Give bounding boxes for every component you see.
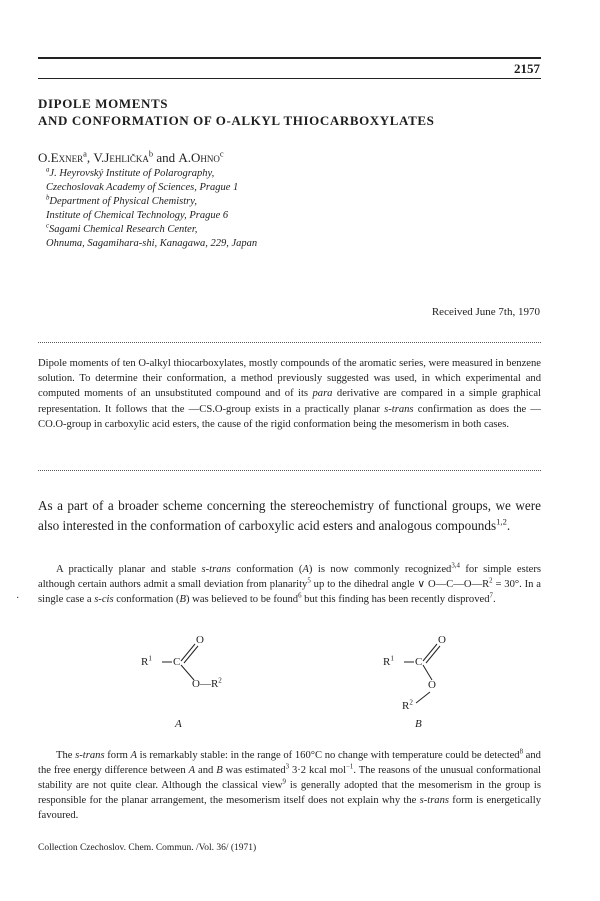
author-list: O.Exner$^a$, V.Jehlička$^b$ and A.Ohno$^c$ xyxy=(38,148,224,165)
abstract: Dipole moments of ten O-alkyl thiocarboxylates, mostly compounds of the aromatic series, were measured in benzene solution. To determine their conformation, a method previously suggested was used, in which experimental and computed moments of an unsubstituted compound and of its para derivative are compared in a simple graphical representation. It follows that the —CS.O-group exists in a practically planar s-trans confirmation as does the —CO.O-group in carboxylic acid esters, the cause of the rigid conformation being the mesomerism in both cases. xyxy=(38,358,541,430)
affiliation-mark: b xyxy=(46,194,50,202)
atom-o-carbonyl: O xyxy=(438,634,446,646)
affiliation-mark: c xyxy=(46,222,50,230)
atom-r1: $R^1$ xyxy=(383,654,394,668)
atom-c: C xyxy=(415,656,423,668)
author-name: A.Ohno xyxy=(178,150,220,165)
affiliation-line: $^a$J. Heyrovský Institute of Polarography, xyxy=(46,166,215,179)
affiliation-line: $^b$Department of Physical Chemistry, xyxy=(46,194,197,207)
paper-title-line-2: AND CONFORMATION OF O-ALKYL THIOCARBOXYLATES xyxy=(38,113,435,128)
author-affiliation-mark: a xyxy=(83,148,87,159)
affiliation-line: Ohnuma, Sagamihara-shi, Kanagawa, 229, Japan xyxy=(46,238,258,249)
atom-o-ether: O xyxy=(428,679,436,691)
body-paragraph: The s-trans form A is remarkably stable: in the range of 160°C no change with temperature could be detected$^8$ and the free energy difference between A and B was estimated$^3$ 3·2 kcal mol$^{-1}$. The reasons of the unusual conformational stability are not quite clear. Although the classical view$^9$ is generally adopted that the mesomerism in the group is responsible for the planar arrangement, the mesomerism itself does not explain why the s-trans form is energetically favoured. xyxy=(38,748,541,822)
reference-mark: 1,2 xyxy=(496,516,507,527)
author-conjunction: and xyxy=(156,150,176,165)
atom-r2: $R^2$ xyxy=(402,698,413,712)
abstract-top-rule xyxy=(38,342,541,343)
atom-r1: $R^1$ xyxy=(141,654,152,668)
header-rule-lower xyxy=(38,78,541,79)
atom-c: C xyxy=(173,656,181,668)
author-name: V.Jehlička xyxy=(93,150,149,165)
affiliation-line: $^c$Sagami Chemical Research Center, xyxy=(46,222,198,235)
received-date: Received June 7th, 1970 xyxy=(431,306,540,318)
structure-a-s-trans xyxy=(140,632,250,727)
atom-o-carbonyl: O xyxy=(196,634,204,646)
margin-mark: · xyxy=(16,593,20,604)
intro-paragraph: As a part of a broader scheme concerning the stereochemistry of functional groups, we were also interested in the conformation of carboxylic acid esters and analogous compounds$^{1,2}$. xyxy=(38,498,541,533)
affiliation-line: Czechoslovak Academy of Sciences, Prague 1 xyxy=(46,182,239,193)
structure-b-s-cis xyxy=(382,632,492,727)
header-rule xyxy=(38,57,541,59)
structure-a-label: A xyxy=(175,718,182,730)
author-affiliation-mark: c xyxy=(219,148,224,159)
body-paragraph: A practically planar and stable s-trans conformation (A) is now commonly recognized$^{3,4}$ for simple esters although certain authors admit a small deviation from planarity$^5$ up to the dihedral angle ∨ $O—C—O—R^2 = 30^\circ$. In a single case a s-cis conformation (B) was believed to be found$^6$ but this finding has been recently disproved$^7$. xyxy=(38,562,542,606)
author-name: O.Exner xyxy=(38,150,84,165)
abstract-bottom-rule xyxy=(38,470,541,471)
author-affiliation-mark: b xyxy=(148,148,154,159)
journal-footer: Collection Czechoslov. Chem. Commun. /Vol. 36/ (1971) xyxy=(38,843,257,853)
paper-title-line-1: DIPOLE MOMENTS xyxy=(38,96,169,111)
affiliation-line: Institute of Chemical Technology, Prague 6 xyxy=(46,210,229,221)
page-number: 2157 xyxy=(514,61,540,76)
atom-o-r2: $O—R^2$ xyxy=(192,676,222,690)
structure-b-label: B xyxy=(415,718,422,730)
structure-b-bonds xyxy=(382,632,492,727)
affiliation-mark: a xyxy=(46,166,50,174)
